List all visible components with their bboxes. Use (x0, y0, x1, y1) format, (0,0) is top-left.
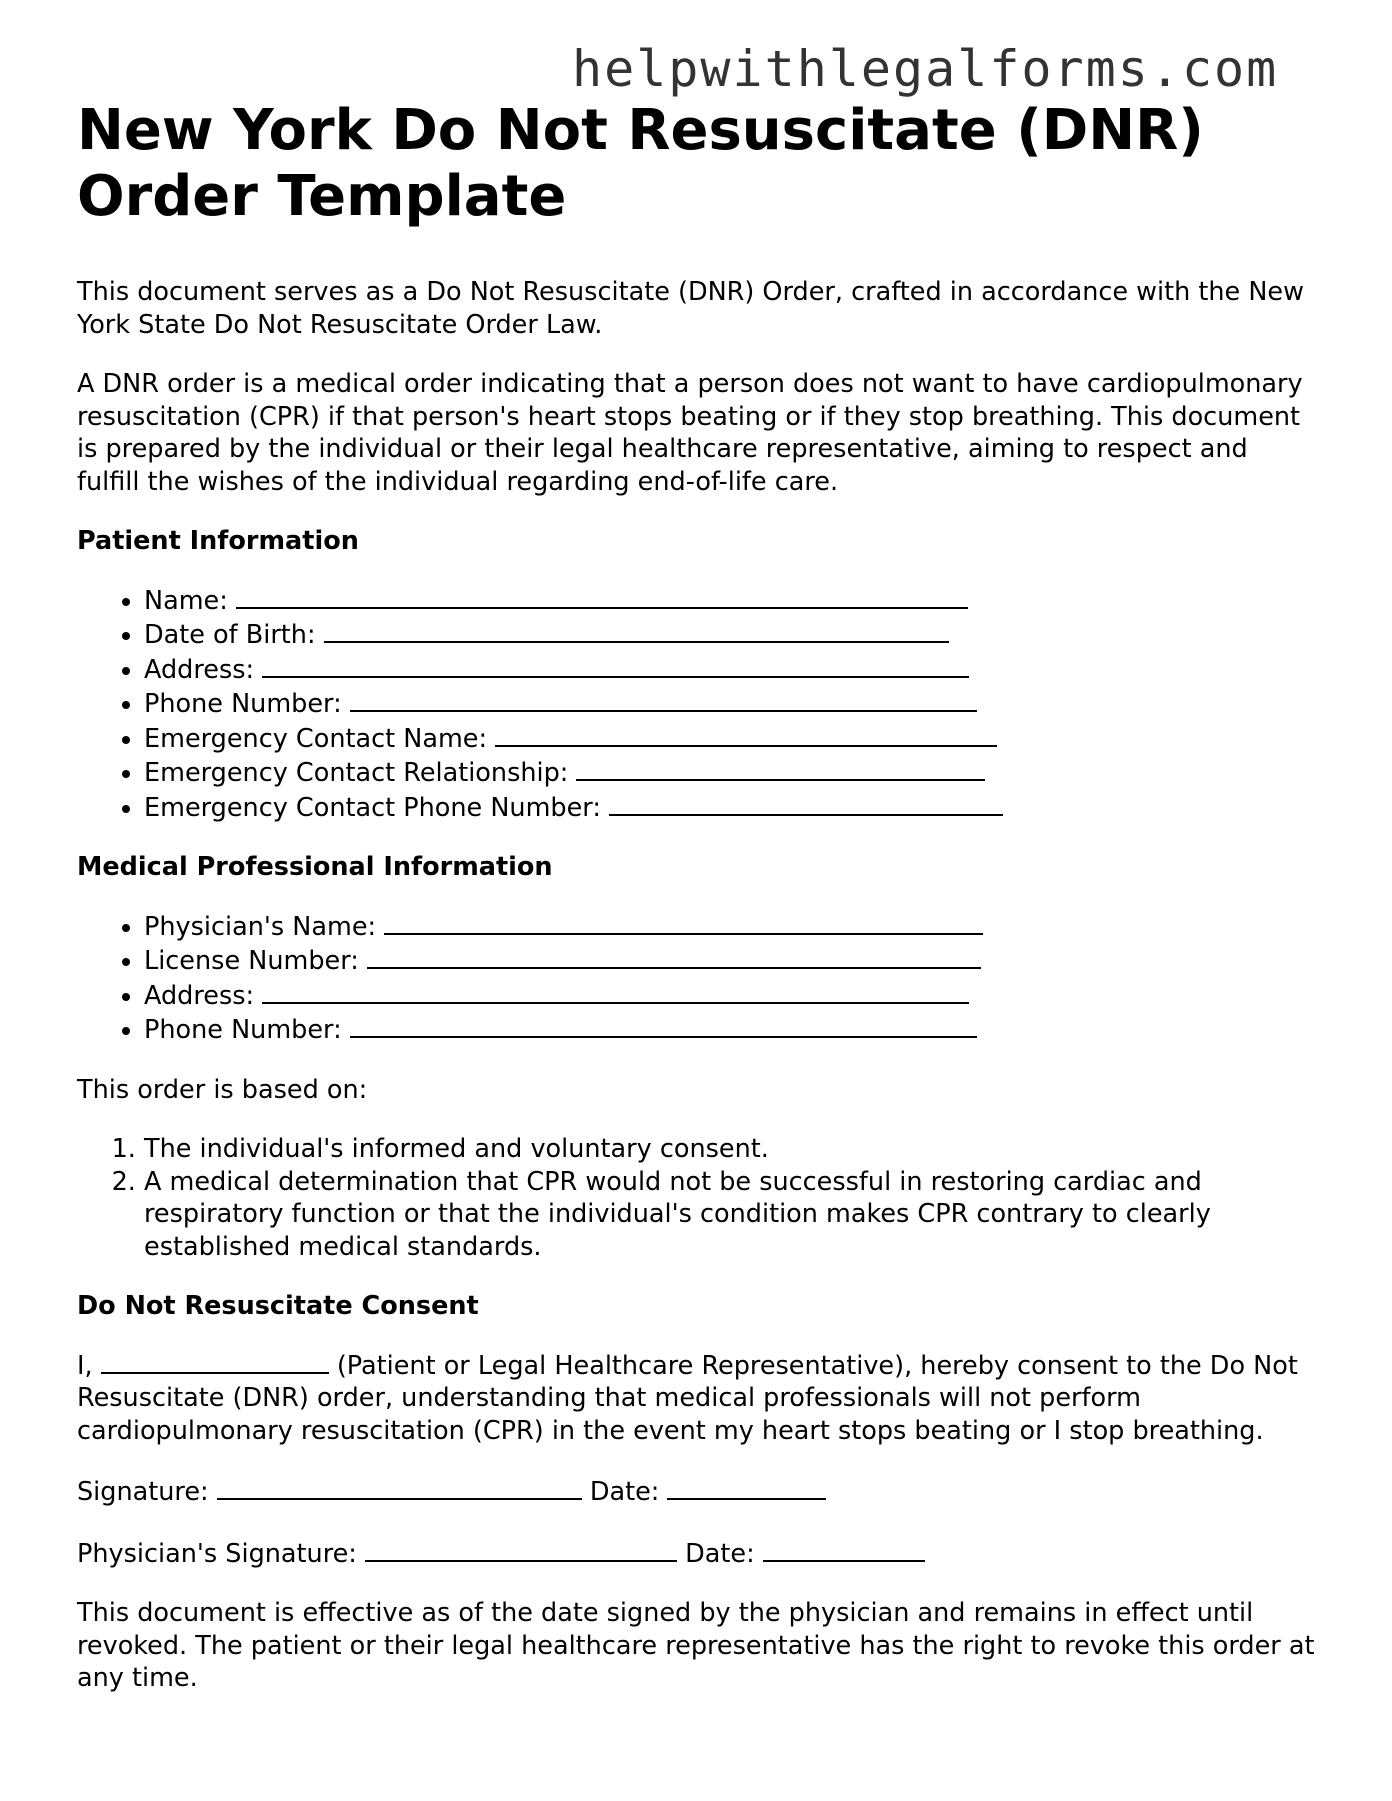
physician-signature-blank[interactable] (365, 1536, 677, 1562)
patient-field-emergency-name (144, 721, 1317, 756)
date-blank[interactable] (667, 1474, 826, 1500)
field-label: Emergency Contact Phone Number: (144, 792, 601, 823)
physician-field-address (144, 978, 1317, 1013)
emergency-relationship-blank[interactable] (576, 755, 985, 781)
field-label: Name: (144, 585, 228, 616)
physician-field-license (144, 943, 1317, 978)
consent-text: (Patient or Legal Healthcare Representative), hereby consent to the Do Not Resuscitate (DNR) order, understanding that medical professionals will not perform cardiopulmonary resuscitation (CPR) in the event my heart stops beating or I stop breathing. (77, 1350, 1298, 1446)
patient-field-address (144, 652, 1317, 687)
signature-label: Signature: (77, 1477, 209, 1507)
name-blank[interactable] (236, 583, 968, 609)
page-title: New York Do Not Resuscitate (DNR) Order Template (77, 98, 1204, 229)
physician-info-list (77, 909, 1317, 1047)
dnr-definition-paragraph: A DNR order is a medical order indicating that a person does not want to have cardiopulmonary resuscitation (CPR) if that person's heart stops beating or if they stop breathing. This document is prepared by the individual or their legal healthcare representative, aiming to respect and fulfill the wishes of the individual regarding end-of-life care. (77, 369, 1303, 497)
basis-list (77, 1133, 1317, 1263)
phone-blank[interactable] (350, 686, 977, 712)
basis-item: 2. A medical determination that CPR would not be successful in restoring cardiac and respiratory function or that the individual's condition makes CPR contrary to clearly established medical standards. (144, 1166, 1317, 1264)
dob-blank[interactable] (324, 617, 949, 643)
address-blank[interactable] (262, 652, 969, 678)
physician-date-blank[interactable] (763, 1536, 925, 1562)
patient-info-list (77, 583, 1317, 825)
emergency-phone-blank[interactable] (609, 790, 1003, 816)
physician-phone-blank[interactable] (350, 1012, 977, 1038)
field-label: License Number: (144, 946, 359, 976)
physician-info-heading: Medical Professional Information (77, 852, 553, 882)
field-label: Phone Number: (144, 689, 342, 719)
basis-item: 1. The individual's informed and voluntary consent. (144, 1133, 1317, 1166)
watermark: helpwithlegalforms.com (572, 40, 1279, 98)
consent-heading: Do Not Resuscitate Consent (77, 1291, 479, 1321)
physician-field-name (144, 909, 1317, 944)
field-label: Address: (144, 654, 255, 685)
signature-line (77, 1474, 1317, 1509)
patient-field-name (144, 583, 1317, 618)
field-label: Emergency Contact Relationship: (144, 758, 569, 788)
physician-name-blank[interactable] (384, 909, 983, 935)
field-label: Address: (144, 980, 255, 1011)
consent-prefix: I, (77, 1350, 93, 1381)
patient-field-phone (144, 686, 1317, 721)
physician-date-label: Date: (685, 1538, 755, 1569)
field-label: Emergency Contact Name: (144, 723, 488, 754)
patient-info-heading: Patient Information (77, 526, 359, 556)
field-label: Physician's Name: (144, 911, 377, 942)
patient-field-dob (144, 617, 1317, 652)
consent-name-blank[interactable] (101, 1348, 329, 1374)
physician-signature-label: Physician's Signature: (77, 1538, 357, 1569)
physician-field-phone (144, 1012, 1317, 1047)
closing-paragraph: This document is effective as of the date signed by the physician and remains in effect until revoked. The patient or their legal healthcare representative has the right to revoke this order at any time. (77, 1598, 1315, 1693)
field-label: Phone Number: (144, 1015, 342, 1045)
field-label: Date of Birth: (144, 620, 316, 650)
consent-paragraph (77, 1348, 1317, 1448)
emergency-name-blank[interactable] (495, 721, 997, 747)
patient-field-emergency-relationship (144, 755, 1317, 790)
basis-intro: This order is based on: (77, 1074, 368, 1105)
physician-signature-line (77, 1536, 1317, 1571)
patient-field-emergency-phone (144, 790, 1317, 825)
intro-paragraph: This document serves as a Do Not Resuscitate (DNR) Order, crafted in accordance with the New York State Do Not Resuscitate Order Law. (77, 277, 1304, 340)
signature-blank[interactable] (217, 1474, 582, 1500)
date-label: Date: (589, 1477, 660, 1507)
physician-address-blank[interactable] (262, 978, 969, 1004)
license-blank[interactable] (367, 943, 981, 969)
document-page (77, 98, 1317, 1722)
